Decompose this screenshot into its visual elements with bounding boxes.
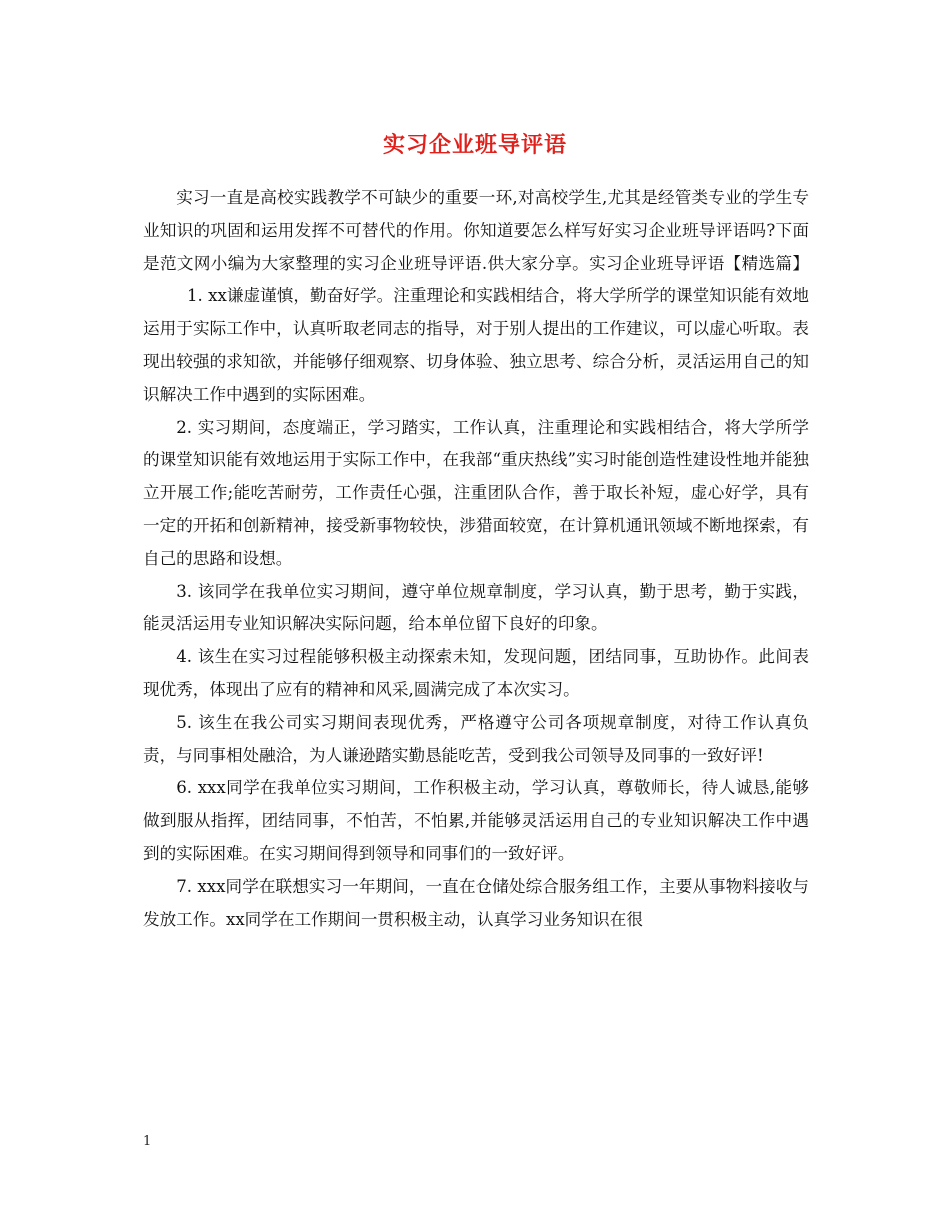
document-body xyxy=(143,182,809,936)
item-1-text: 1. xx谦虚谨慎，勤奋好学。注重理论和实践相结合，将大学所学的课堂知识能有效地运用于实际工作中，认真听取老同志的指导，对于别人提出的工作建议，可以虚心听取。表现出较强的求知欲，并能够仔细观察、切身体验、独立思考、综合分析，灵活运用自己的知识解决工作中遇到的实际困难。 xyxy=(143,286,809,404)
section-heading: 实习企业班导评语【精选篇】 xyxy=(589,253,810,273)
item-4-paragraph: 4. 该生在实习过程能够积极主动探索未知，发现问题，团结同事，互助协作。此间表现优秀，体现出了应有的精神和风采,圆满完成了本次实习。 xyxy=(143,647,809,699)
item-7-paragraph: 7. xxx同学在联想实习一年期间，一直在仓储处综合服务组工作，主要从事物料接收与发放工作。xx同学在工作期间一贯积极主动，认真学习业务知识在很 xyxy=(143,876,809,929)
intro-text: 实习一直是高校实践教学不可缺少的重要一环,对高校学生,尤其是经管类专业的学生专业知识的巩固和运用发挥不可替代的作用。你知道要怎么样写好实习企业班导评语吗?下面是范文网小编为大家整理的实习企业班导评语.供大家分享。 xyxy=(143,188,809,273)
item-6-paragraph: 6. xxx同学在我单位实习期间，工作积极主动，学习认真，尊敬师长，待人诚恳,能够做到服从指挥，团结同事，不怕苦，不怕累,并能够灵活运用自己的专业知识解决工作中遇到的实际困难。在实习期间得到领导和同事们的一致好评。 xyxy=(143,778,809,863)
item-3-paragraph: 3. 该同学在我单位实习期间，遵守单位规章制度，学习认真，勤于思考，勤于实践，能灵活运用专业知识解决实际问题，给本单位留下良好的印象。 xyxy=(143,581,809,634)
page-number: 1 xyxy=(143,1134,152,1149)
item-5-paragraph: 5. 该生在我公司实习期间表现优秀，严格遵守公司各项规章制度，对待工作认真负责，与同事相处融洽，为人谦逊踏实勤恳能吃苦，受到我公司领导及同事的一致好评! xyxy=(143,712,809,765)
item-2-paragraph: 2. 实习期间，态度端正，学习踏实，工作认真，注重理论和实践相结合，将大学所学的课堂知识能有效地运用于实际工作中，在我部“重庆热线”实习时能创造性建设性地并能独立开展工作;能吃苦耐劳，工作责任心强，注重团队合作，善于取长补短，虚心好学，具有一定的开拓和创新精神，接受新事物较快，涉猎面较宽，在计算机通讯领域不断地探索，有自己的思路和设想。 xyxy=(143,417,809,568)
page-title: 实习企业班导评语 xyxy=(382,132,567,158)
intro-paragraph xyxy=(143,182,809,412)
